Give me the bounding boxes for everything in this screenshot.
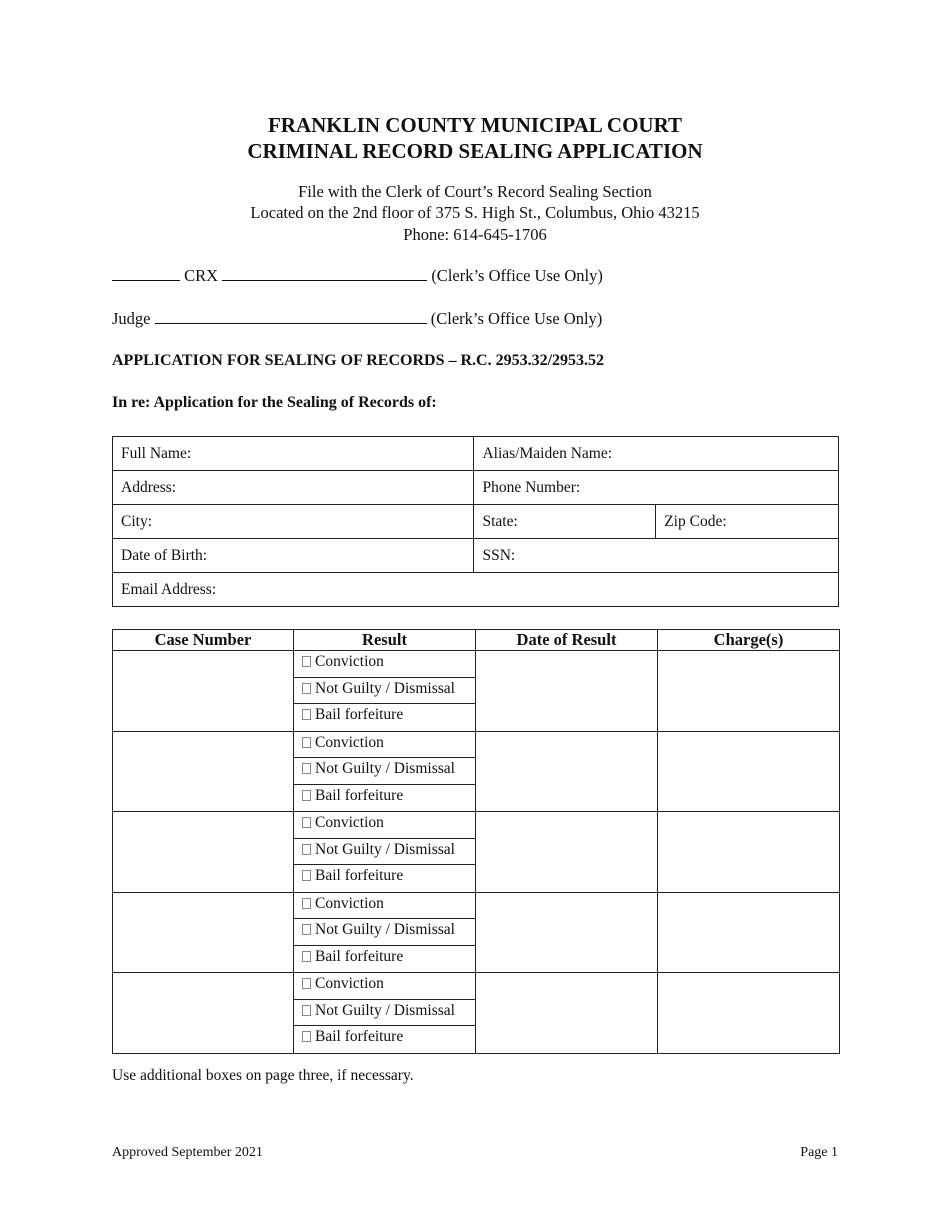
judge-field[interactable] — [155, 309, 427, 324]
applicant-info-table — [112, 436, 839, 607]
dob-label: Date of Birth: — [121, 546, 208, 564]
full-name-label: Full Name: — [121, 444, 192, 462]
case-number-cell[interactable] — [113, 892, 294, 973]
table-row — [113, 651, 840, 732]
city-label: City: — [121, 512, 153, 530]
result-option-bail[interactable] — [294, 785, 475, 812]
ssn-field[interactable] — [474, 539, 839, 573]
address-field[interactable] — [113, 471, 474, 505]
checkbox-icon[interactable] — [302, 951, 311, 962]
date-of-result-cell[interactable] — [476, 651, 658, 732]
court-name: FRANKLIN COUNTY MUNICIPAL COURT — [267, 113, 683, 137]
result-option-conviction[interactable] — [294, 973, 475, 1000]
ssn-label: SSN: — [482, 546, 516, 564]
result-option-label: Bail forfeiture — [315, 867, 404, 884]
result-option-label: Conviction — [315, 733, 384, 751]
checkbox-icon[interactable] — [302, 790, 311, 801]
checkbox-icon[interactable] — [302, 1031, 311, 1042]
result-option-label: Bail forfeiture — [315, 786, 404, 804]
result-header: Result — [294, 630, 476, 651]
case-number-cell[interactable] — [113, 731, 294, 812]
additional-boxes-note: Use additional boxes on page three, if necessary. — [112, 1067, 414, 1084]
result-cell — [294, 973, 476, 1054]
judge-label: Judge — [112, 309, 151, 328]
cases-table — [112, 629, 840, 1054]
result-option-label: Bail forfeiture — [315, 706, 404, 723]
section-heading: APPLICATION FOR SEALING OF RECORDS – R.C. 2953.32/2953.52 — [112, 352, 605, 369]
result-option-bail[interactable] — [294, 865, 475, 892]
charges-cell[interactable] — [658, 973, 840, 1054]
case-number-cell[interactable] — [113, 651, 294, 732]
result-option-label: Not Guilty / Dismissal — [315, 1001, 455, 1019]
charges-header: Charge(s) — [658, 630, 840, 651]
checkbox-icon[interactable] — [302, 817, 311, 828]
crx-label: CRX — [184, 266, 219, 285]
table-row — [113, 471, 839, 505]
result-cell — [294, 651, 476, 732]
result-option-not-guilty[interactable] — [294, 758, 475, 785]
city-field[interactable] — [113, 505, 474, 539]
filing-instructions: File with the Clerk of Court’s Record Sealing Section — [298, 182, 652, 201]
checkbox-icon[interactable] — [302, 978, 311, 989]
table-row — [113, 437, 839, 471]
zip-field[interactable] — [656, 505, 839, 539]
form-title: CRIMINAL RECORD SEALING APPLICATION — [247, 139, 703, 163]
phone-field[interactable] — [474, 471, 839, 505]
date-of-result-cell[interactable] — [476, 731, 658, 812]
table-row — [113, 505, 839, 539]
dob-field[interactable] — [113, 539, 474, 573]
result-option-label: Conviction — [315, 653, 384, 670]
full-name-field[interactable] — [113, 437, 474, 471]
result-option-not-guilty[interactable] — [294, 678, 475, 705]
checkbox-icon[interactable] — [302, 737, 311, 748]
alias-field[interactable] — [474, 437, 839, 471]
result-option-conviction[interactable] — [294, 651, 475, 678]
result-cell — [294, 731, 476, 812]
date-of-result-cell[interactable] — [476, 892, 658, 973]
checkbox-icon[interactable] — [302, 844, 311, 855]
state-label: State: — [482, 512, 518, 530]
result-option-bail[interactable] — [294, 946, 475, 973]
result-option-label: Bail forfeiture — [315, 947, 404, 965]
court-location: Located on the 2nd floor of 375 S. High St., Columbus, Ohio 43215 — [250, 203, 700, 222]
table-row — [113, 892, 840, 973]
crx-prefix-field[interactable] — [112, 266, 180, 281]
court-phone: Phone: 614-645-1706 — [403, 225, 547, 244]
date-of-result-header: Date of Result — [476, 630, 658, 651]
charges-cell[interactable] — [658, 892, 840, 973]
case-number-cell[interactable] — [113, 973, 294, 1054]
checkbox-icon[interactable] — [302, 898, 311, 909]
approval-date: Approved September 2021 — [112, 1145, 263, 1160]
result-option-bail[interactable] — [294, 1026, 475, 1053]
result-cell — [294, 812, 476, 893]
phone-label: Phone Number: — [482, 478, 581, 496]
checkbox-icon[interactable] — [302, 924, 311, 935]
clerk-use-note: (Clerk’s Office Use Only) — [430, 309, 603, 328]
table-row — [113, 973, 840, 1054]
alias-label: Alias/Maiden Name: — [482, 444, 613, 462]
result-option-label: Conviction — [315, 894, 384, 912]
email-label: Email Address: — [121, 580, 217, 598]
cases-header-row — [113, 630, 840, 651]
crx-number-field[interactable] — [222, 266, 427, 281]
result-option-not-guilty[interactable] — [294, 839, 475, 866]
clerk-use-note: (Clerk’s Office Use Only) — [431, 266, 603, 285]
result-option-conviction[interactable] — [294, 732, 475, 759]
checkbox-icon[interactable] — [302, 683, 311, 694]
result-cell — [294, 892, 476, 973]
date-of-result-cell[interactable] — [476, 973, 658, 1054]
checkbox-icon[interactable] — [302, 656, 311, 667]
page-number: Page 1 — [800, 1145, 838, 1160]
table-row — [113, 573, 839, 607]
result-option-label: Not Guilty / Dismissal — [315, 840, 455, 858]
case-number-header: Case Number — [113, 630, 294, 651]
result-option-bail[interactable] — [294, 704, 475, 731]
address-label: Address: — [121, 478, 177, 496]
result-option-conviction[interactable] — [294, 893, 475, 920]
table-row — [113, 539, 839, 573]
checkbox-icon[interactable] — [302, 870, 311, 881]
table-row — [113, 731, 840, 812]
result-option-conviction[interactable] — [294, 812, 475, 839]
charges-cell[interactable] — [658, 651, 840, 732]
result-option-not-guilty[interactable] — [294, 1000, 475, 1027]
case-number-cell[interactable] — [113, 812, 294, 893]
table-row — [113, 812, 840, 893]
result-option-label: Bail forfeiture — [315, 1028, 404, 1045]
result-option-label: Conviction — [315, 975, 384, 992]
in-re-heading: In re: Application for the Sealing of Records of: — [112, 394, 437, 411]
date-of-result-cell[interactable] — [476, 812, 658, 893]
email-field[interactable] — [113, 573, 839, 607]
zip-label: Zip Code: — [664, 512, 727, 530]
judge-line — [112, 309, 602, 329]
charges-cell[interactable] — [658, 731, 840, 812]
result-option-label: Not Guilty / Dismissal — [315, 760, 455, 777]
result-option-not-guilty[interactable] — [294, 919, 475, 946]
result-option-label: Not Guilty / Dismissal — [315, 679, 455, 697]
checkbox-icon[interactable] — [302, 763, 311, 774]
result-option-label: Conviction — [315, 814, 384, 831]
checkbox-icon[interactable] — [302, 709, 311, 720]
result-option-label: Not Guilty / Dismissal — [315, 921, 455, 938]
crx-line — [112, 266, 603, 286]
charges-cell[interactable] — [658, 812, 840, 893]
state-field[interactable] — [474, 505, 656, 539]
checkbox-icon[interactable] — [302, 1005, 311, 1016]
